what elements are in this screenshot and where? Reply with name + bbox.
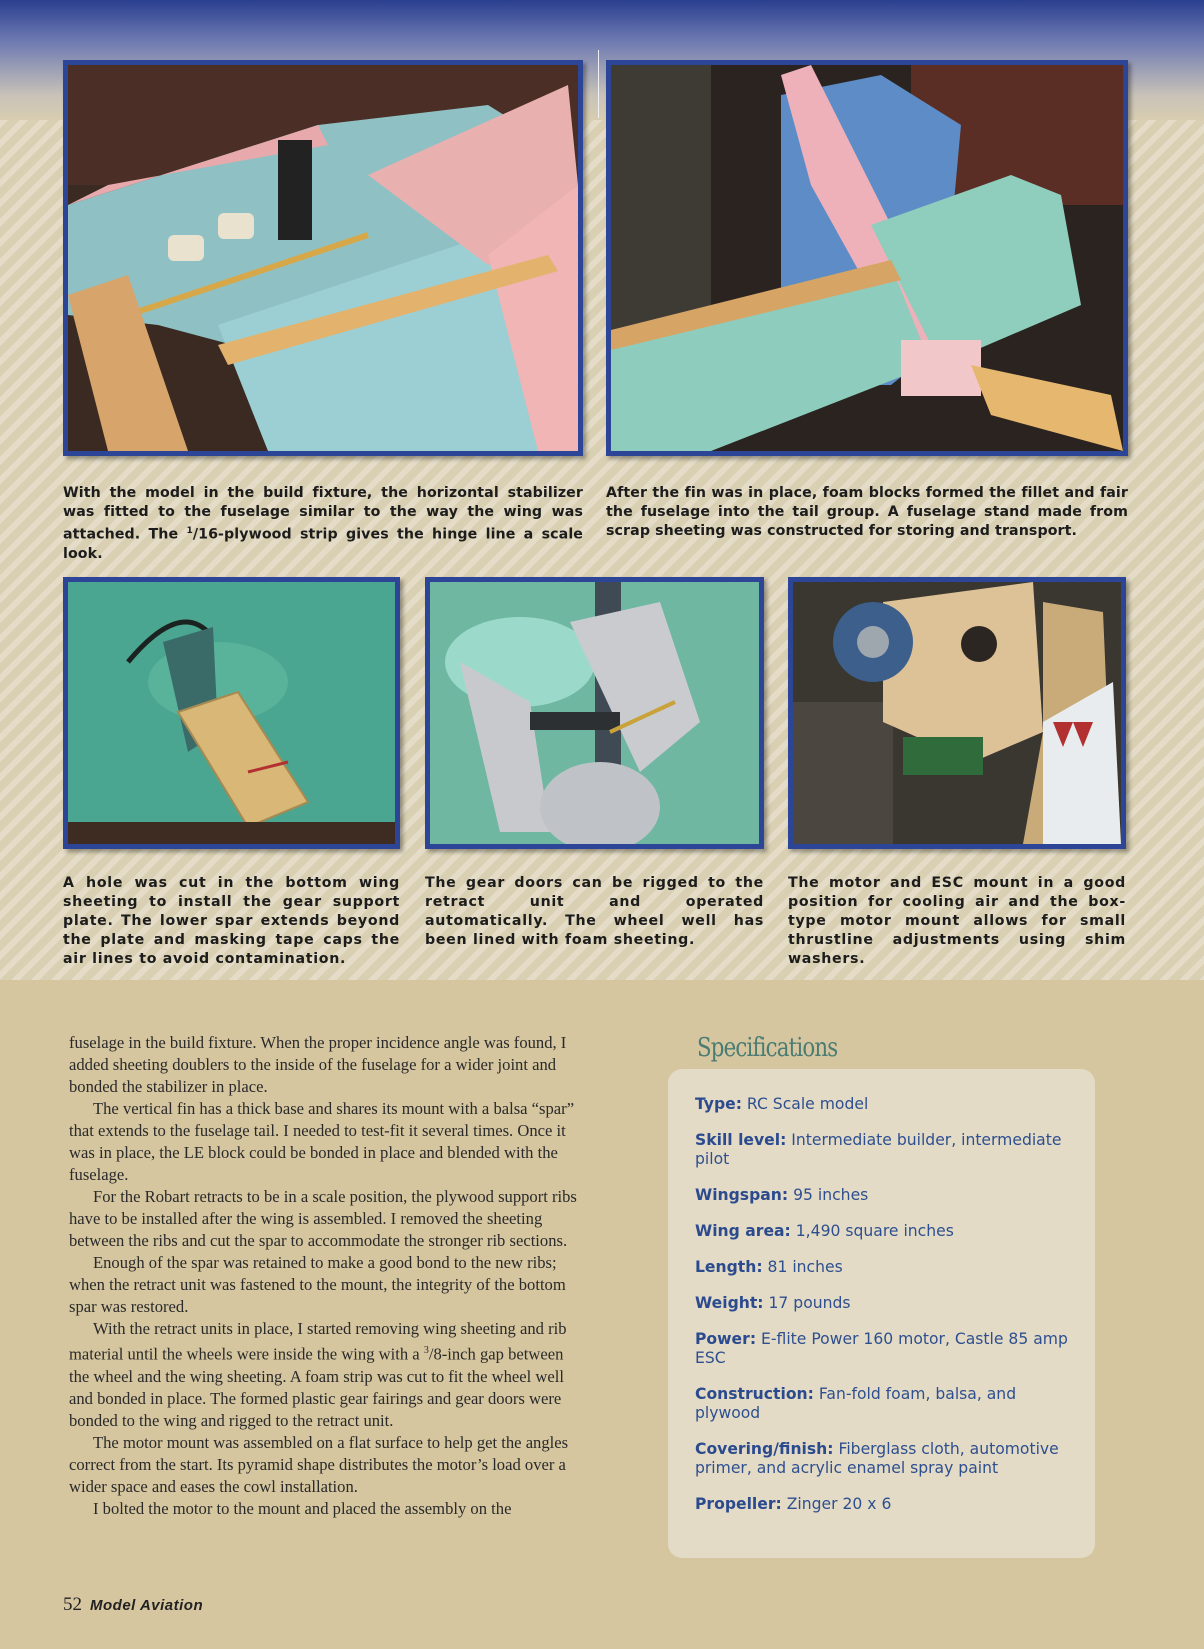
spec-label: Propeller:	[695, 1495, 782, 1513]
specifications-title: Specifications	[697, 1033, 838, 1063]
spec-value: 95 inches	[793, 1186, 869, 1204]
spec-label: Weight:	[695, 1294, 764, 1312]
caption-stabilizer-text: With the model in the build fixture, the horizontal stabilizer was fitted to the fuselage similar to the way the wing was attached. The	[63, 485, 583, 543]
spec-value: 17 pounds	[768, 1294, 851, 1312]
fraction-numerator: 1	[186, 526, 193, 536]
spec-item-skill	[695, 1131, 1069, 1169]
spec-label: Covering/finish:	[695, 1440, 834, 1458]
spec-label: Skill level:	[695, 1131, 787, 1149]
spec-label: Length:	[695, 1258, 763, 1276]
spec-item-construction	[695, 1385, 1069, 1423]
page-footer	[63, 1594, 203, 1616]
article-body	[69, 1032, 585, 1520]
spec-value: 1,490 square inches	[795, 1222, 954, 1240]
photo-gear-doors-image	[430, 582, 759, 844]
spec-label: Wing area:	[695, 1222, 791, 1240]
spec-value: Fan-fold foam, balsa, and plywood	[695, 1385, 1017, 1422]
spec-item-propeller	[695, 1495, 1069, 1514]
caption-stabilizer	[63, 484, 583, 564]
article-paragraph	[69, 1318, 585, 1432]
caption-gear-plate: A hole was cut in the bottom wing sheeting to install the gear support plate. The lower spar extends beyond the plate and masking tape caps the air lines to avoid contamination.	[63, 875, 400, 967]
photo-gear-plate	[63, 577, 400, 849]
spec-value: Fiberglass cloth, automotive primer, and acrylic enamel spray paint	[695, 1440, 1059, 1477]
spec-item-wingspan	[695, 1186, 1069, 1205]
spec-label: Wingspan:	[695, 1186, 789, 1204]
column-divider	[598, 50, 599, 118]
article-paragraph: For the Robart retracts to be in a scale position, the plywood support ribs have to be installed after the wing is assembled. I removed the sheeting between the ribs and cut the spar to accommodate the stronger rib sections.	[69, 1187, 577, 1250]
spec-item-length	[695, 1258, 1069, 1277]
caption-gear-doors: The gear doors can be rigged to the retract unit and operated automatically. The wheel well has been lined with foam sheeting.	[425, 875, 764, 948]
spec-value: Zinger 20 x 6	[786, 1495, 892, 1513]
page-number: 52	[63, 1594, 82, 1615]
spec-value: E-flite Power 160 motor, Castle 85 amp ESC	[695, 1330, 1068, 1367]
caption-motor-mount: The motor and ESC mount in a good position for cooling air and the box-type motor mount allows for small thrustline adjustments using shim washers.	[788, 875, 1126, 967]
article-paragraph: The motor mount was assembled on a flat surface to help get the angles correct from the start. Its pyramid shape distributes the motor’s load over a wider space and eases the cowl installation.	[69, 1432, 569, 1496]
photo-fin-fillet	[606, 60, 1128, 456]
specifications-box	[668, 1069, 1095, 1558]
spec-label: Type:	[695, 1095, 742, 1113]
article-text: /8-inch gap between the wheel and the wing sheeting. A foam strip was cut to fit the wheel well and bonded in place. The formed plastic gear fairings and gear doors were bonded to the wing and rigged to the retract unit.	[69, 1344, 564, 1430]
article-paragraph: I bolted the motor to the mount and placed the assembly on the	[93, 1498, 512, 1518]
spec-item-weight	[695, 1294, 1069, 1313]
photo-gear-plate-image	[68, 582, 395, 844]
spec-label: Power:	[695, 1330, 757, 1348]
spec-value: 81 inches	[767, 1258, 843, 1276]
photo-motor-mount	[788, 577, 1126, 849]
article-paragraph: Enough of the spar was retained to make a good bond to the new ribs; when the retract unit was fastened to the mount, the integrity of the bottom spar was restored.	[69, 1253, 566, 1316]
caption-stabilizer-text-end: /16-plywood strip gives the hinge line a scale look.	[63, 526, 583, 562]
spec-item-power	[695, 1330, 1069, 1368]
spec-value: RC Scale model	[746, 1095, 869, 1113]
caption-fin: After the fin was in place, foam blocks formed the fillet and fair the fuselage into the tail group. A fuselage stand made from scrap sheeting was constructed for storing and transport.	[606, 485, 1128, 539]
article-paragraph: The vertical fin has a thick base and shares its mount with a balsa “spar” that extends to the fuselage tail. I needed to test-fit it several times. Once it was in place, the LE block could be bonded in place and blended with the fuselage.	[69, 1099, 575, 1184]
photo-stabilizer-image	[68, 65, 578, 451]
spec-item-covering	[695, 1440, 1069, 1478]
article-paragraph: fuselage in the build fixture. When the proper incidence angle was found, I added sheeting doublers to the inside of the fuselage for a wider joint and bonded the stabilizer in place.	[69, 1033, 567, 1096]
spec-value: Intermediate builder, intermediate pilot	[695, 1131, 1062, 1168]
photo-motor-mount-image	[793, 582, 1121, 844]
article-text: With the retract units in place, I started removing wing sheeting and rib material until the wheels were inside the wing with a	[69, 1319, 567, 1364]
photo-fin-image	[611, 65, 1123, 451]
photo-gear-doors	[425, 577, 764, 849]
photo-stabilizer-fixture	[63, 60, 583, 456]
spec-item-type	[695, 1095, 1069, 1114]
fraction-numerator: 3	[423, 1345, 429, 1356]
spec-label: Construction:	[695, 1385, 814, 1403]
magazine-name: Model Aviation	[90, 1597, 204, 1614]
spec-item-wing-area	[695, 1222, 1069, 1241]
